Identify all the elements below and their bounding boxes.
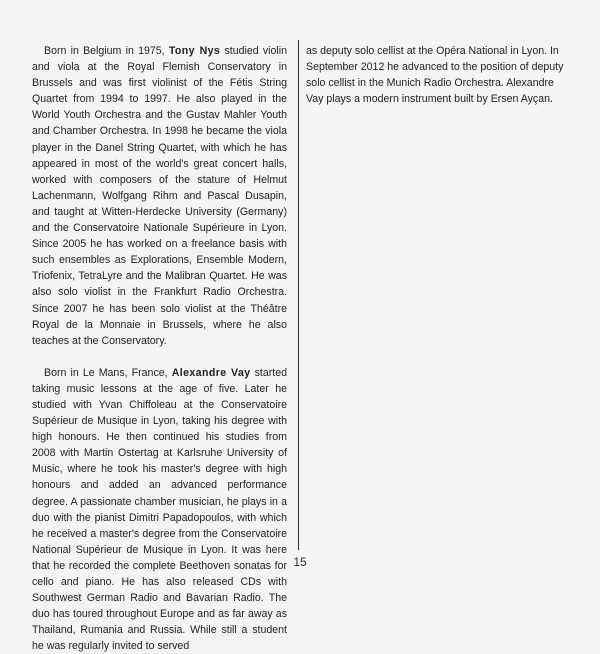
- bio-paragraph-tony-nys: [32, 43, 287, 349]
- right-column: [306, 43, 566, 107]
- bio-body-text: started taking music lessons at the age of five. Later he studied with Yvan Chiffoleau at the Conservatoire Supérieur de Musique in Lyon, taking his degree with high honours. He then continued his studies from 2008 with Martin Ostertag at Karlsruhe University of Music, where he took his master's degree with high honours and added an advanced performance degree. A passionate chamber musician, he plays in a duo with the pianist Dimitri Papadopoulos, with which he received a master's degree from the Conservatoire National Supérieur de Musique in Lyon. It was here that he recorded the complete Beethoven sonatas for cello and piano. He has also released CDs with Southwest German Radio and Bavarian Radio. The duo has toured throughout Europe and as far away as Thailand, Rumania and Russia. While still a student he was regularly invited to served: [32, 366, 287, 653]
- artist-name-alexandre-vay: Alexandre Vay: [171, 366, 251, 379]
- bio-intro-text: Born in Le Mans, France,: [44, 366, 172, 379]
- bio-body-text: studied violin and viola at the Royal Flemish Conservatory in Brussels and was first violinist of the Fétis String Quartet from 1994 to 1997. He also played in the World Youth Orchestra and the Gustav Mahler Youth and Chamber Orchestra. In 1998 he became the viola player in the Danel String Quartet, with which he has appeared in most of the world's great concert halls, worked with composers of the stature of Helmut Lachenmann, Wolfgang Rihm and Pascal Dusapin, and taught at Witten-Herdecke University (Germany) and the Conservatoire Nationale Supérieure in Lyon. Since 2005 he has worked on a freelance basis with such ensembles as Explorations, Ensemble Modern, Triofenix, TetraLyre and the Malibran Quartet. He was also solo violist in the Frankfurt Radio Orchestra. Since 2007 he has been solo violist at the Théâtre Royal de la Monnaie in Brussels, where he also teaches at the Conservatory.: [32, 45, 287, 347]
- bio-intro-text: Born in Belgium in 1975,: [44, 45, 169, 57]
- bio-paragraph-alexandre-vay: [32, 365, 287, 654]
- page-number: 15: [293, 555, 307, 569]
- artist-name-tony-nys: Tony Nys: [168, 45, 221, 57]
- bio-paragraph-continuation: as deputy solo cellist at the Opéra National in Lyon. In September 2012 he advanced to the position of deputy solo cellist in the Munich Radio Orchestra. Alexandre Vay plays a modern instrument built by Ersen Ayçan.: [306, 45, 564, 106]
- column-divider: [298, 40, 299, 550]
